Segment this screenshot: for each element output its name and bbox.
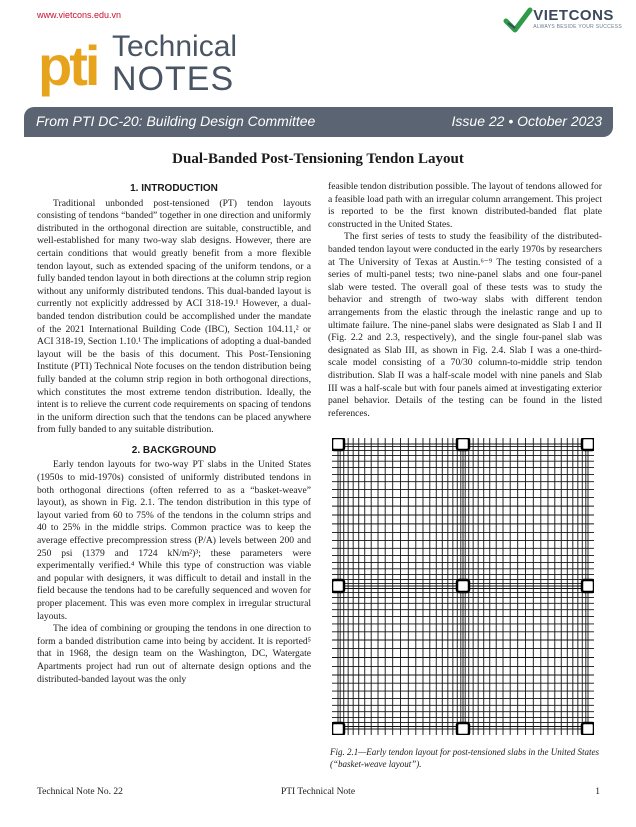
testing-paragraph: The first series of tests to study the feasibility of the distributed-banded tendon layout were conducted in the early 1970s by researchers at The University of Texas at Austin.⁶⁻⁹ The testing consisted of a series of multi-panel tests; two nine-panel slabs and one four-panel slab were tested. The overall goal of these tests was to study the behavior and strength of two-way slabs with different tendon arrangements from the elastic through the inelastic range and up to ultimate failure. The nine-panel slabs were designated as Slab I and II (Fig. 2.2 and 2.3, respectively), and the single four-panel slab was designated as Slab III, as shown in Fig. 2.4. Slab I was a one-third-scale model consisting of a 70/30 column-to-middle strip tendon distribution. Slab II was a half-scale model with nine panels and Slab III was a half-scale but with four panels aimed at investigating exterior panel behavior. Details of the testing can be found in the listed references. bbox=[328, 231, 602, 419]
banner-committee: From PTI DC-20: Building Design Committee bbox=[36, 113, 316, 129]
brand-tagline: ALWAYS BESIDE YOUR SUCCESS bbox=[533, 24, 622, 30]
vietcons-logo bbox=[503, 7, 622, 33]
technical-label: Technical bbox=[112, 30, 238, 63]
brand-name: VIETCONS bbox=[533, 7, 614, 24]
banner-issue: Issue 22 • October 2023 bbox=[451, 113, 602, 129]
intro-paragraph: Traditional unbonded post-tensioned (PT) tendon layouts consisting of tendons “banded” together in one direction and uniformly distributed in the orthogonal direction are suitable, constructible, and well-established for many two-way slab designs. However, there are certain conditions that would greatly benefit from a more flexible tendon layout, such as extended spacing of the uniform tendons, or a fully banded tendon layout in both directions at the column strip region without any uniformly distributed tendons. This dual-banded layout is currently not explicitly addressed by ACI 318-19.¹ However, a dual-banded tendon distribution could be accomplished under the mandate of the 2021 International Building Code (IBC), Section 104.11,² or ACI 318-19, Section 1.10.¹ The implications of adopting a dual-banded layout will be the basis of this document. This Post-Tensioning Institute (PTI) Technical Note focuses on the tendon distribution being fully banded at the column strip region in both orthogonal directions, which constitutes the most extreme tendon distribution. Ideally, the intent is to relieve the current code requirements on spacing of tendons in the uniform direction such that the tendons can be placed anywhere from fully banded to any suitable distribution. bbox=[37, 197, 311, 436]
column-marker bbox=[582, 580, 594, 592]
background-paragraph-2: The idea of combining or grouping the tendons in one direction to form a banded distribution came into being by accident. It is reported⁵ that in 1968, the design team on the Washington, DC, Watergate Apartments project had run out of alternate design options and the distributed-banded layout was the only bbox=[37, 623, 311, 685]
column-marker bbox=[457, 580, 469, 592]
column-marker bbox=[582, 438, 594, 450]
page-number: 1 bbox=[595, 787, 600, 797]
section-heading-introduction: 1. INTRODUCTION bbox=[130, 183, 218, 194]
pti-logo: pti bbox=[38, 34, 98, 97]
column-marker bbox=[332, 438, 344, 450]
notes-label: NOTES bbox=[112, 60, 235, 98]
footer-publication: PTI Technical Note bbox=[280, 787, 356, 797]
column-marker bbox=[457, 723, 469, 735]
basket-weave-figure bbox=[332, 438, 594, 735]
section-heading-background: 2. BACKGROUND bbox=[131, 444, 217, 456]
checkmark-icon bbox=[503, 7, 533, 33]
continued-paragraph: feasible tendon distribution possible. The layout of tendons allowed for a feasible load path with an irregular column arrangement. This project is reported to be the first known distributed-banded flat plate constructed in the United States. bbox=[328, 181, 602, 230]
website-url[interactable]: www.vietcons.edu.vn bbox=[37, 10, 122, 20]
column-marker bbox=[582, 723, 594, 735]
column-marker bbox=[332, 723, 344, 735]
document-title: Dual-Banded Post-Tensioning Tendon Layout bbox=[172, 151, 464, 167]
figure-caption: Fig. 2.1—Early tendon layout for post-tensioned slabs in the United States (“basket-weave layout”). bbox=[330, 747, 599, 769]
column-marker bbox=[332, 580, 344, 592]
footer-note-number: Technical Note No. 22 bbox=[37, 787, 123, 797]
right-column bbox=[328, 181, 602, 420]
column-marker bbox=[457, 438, 469, 450]
left-column bbox=[37, 181, 311, 686]
background-paragraph-1: Early tendon layouts for two-way PT slabs in the United States (1950s to mid-1970s) consisted of uniformly distributed tendons in both orthogonal directions (often referred to as a “basket-weave” layout), as shown in Fig. 2.1. The tendon distribution in this type of layout varied from 60 to 75% of the tendons in the column strips and 40 to 25% in the middle strips. Common practice was to keep the average effective precompression stress (P/A) levels between 200 and 250 psi (1379 and 1724 kN/m²)³; these parameters were experimentally verified.⁴ While this type of construction was viable and popular with designers, it was difficult to detail and install in the field because the tendons had to be carefully sequenced and woven for proper placement. This was even more complex in irregular structural layouts. bbox=[37, 459, 311, 622]
